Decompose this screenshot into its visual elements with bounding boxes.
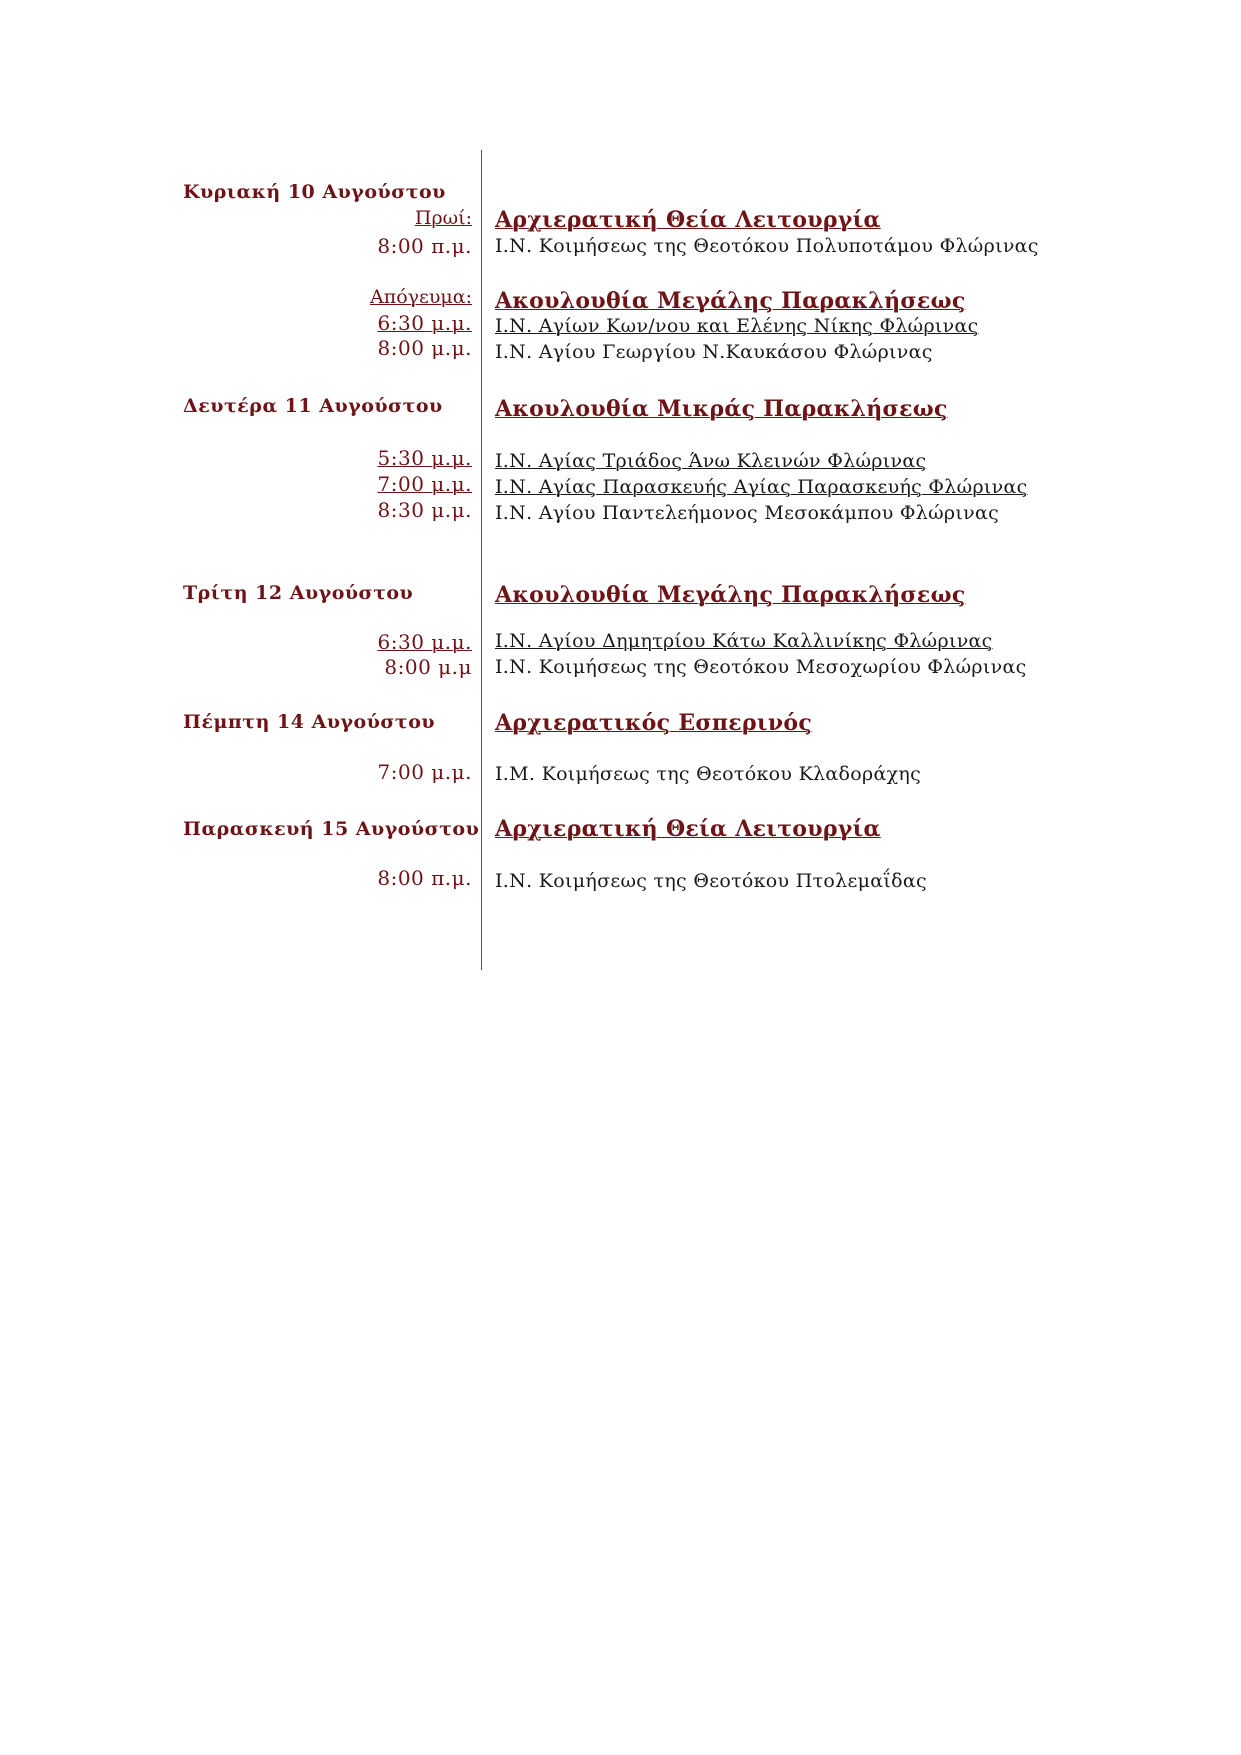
service-title-friday: Αρχιερατική Θεία Λειτουργία (495, 816, 881, 842)
column-divider (481, 150, 482, 970)
entry-church: Ι.Ν. Αγίων Κων/νου και Ελένης Νίκης Φλώρινας (495, 315, 979, 337)
entry-time: 8:00 π.μ. (377, 866, 472, 890)
entry-church: Ι.Μ. Κοιμήσεως της Θεοτόκου Κλαδοράχης (495, 763, 922, 785)
entry-church: Ι.Ν. Αγίου Παντελεήμονος Μεσοκάμπου Φλώρινας (495, 502, 1000, 524)
service-title-sunday-morning: Αρχιερατική Θεία Λειτουργία (495, 207, 881, 233)
entry-church: Ι.Ν. Κοιμήσεως της Θεοτόκου Μεσοχωρίου Φλώρινας (495, 656, 1027, 678)
entry-time: 7:00 μ.μ. (377, 760, 472, 784)
service-title-monday: Ακουλουθία Μικράς Παρακλήσεως (495, 396, 948, 422)
service-title-sunday-afternoon: Ακουλουθία Μεγάλης Παρακλήσεως (495, 288, 966, 314)
entry-church: Ι.Ν. Αγίου Δημητρίου Κάτω Καλλινίκης Φλώρινας (495, 630, 993, 652)
service-title-thursday: Αρχιερατικός Εσπερινός (495, 710, 813, 736)
morning-label: Πρωί: (414, 207, 472, 229)
entry-time: 6:30 μ.μ. (377, 630, 472, 654)
day-heading-tuesday: Τρίτη 12 Αυγούστου (183, 582, 414, 604)
entry-time: 6:30 μ.μ. (377, 311, 472, 335)
entry-time: 7:00 μ.μ. (377, 472, 472, 496)
entry-church: Ι.Ν. Κοιμήσεως της Θεοτόκου Πτολεμαΐδας (495, 870, 927, 892)
day-heading-monday: Δευτέρα 11 Αυγούστου (183, 395, 443, 417)
entry-time: 5:30 μ.μ. (377, 446, 472, 470)
entry-church: Ι.Ν. Αγίας Τριάδος Άνω Κλεινών Φλώρινας (495, 450, 927, 472)
entry-church: Ι.Ν. Κοιμήσεως της Θεοτόκου Πολυποτάμου Φλώρινας (495, 235, 1039, 257)
entry-church: Ι.Ν. Αγίας Παρασκευής Αγίας Παρασκευής Φλώρινας (495, 476, 1028, 498)
day-heading-thursday: Πέμπτη 14 Αυγούστου (183, 711, 436, 733)
day-heading-friday: Παρασκευή 15 Αυγούστου (183, 818, 480, 840)
entry-time: 8:30 μ.μ. (377, 498, 472, 522)
service-title-tuesday: Ακουλουθία Μεγάλης Παρακλήσεως (495, 582, 966, 608)
day-heading-sunday: Κυριακή 10 Αυγούστου (183, 181, 446, 203)
entry-time: 8:00 μ.μ (384, 655, 472, 679)
entry-time: 8:00 μ.μ. (377, 336, 472, 360)
entry-church: Ι.Ν. Αγίου Γεωργίου Ν.Καυκάσου Φλώρινας (495, 341, 933, 363)
afternoon-label: Απόγευμα: (370, 286, 472, 308)
entry-time: 8:00 π.μ. (377, 234, 472, 258)
